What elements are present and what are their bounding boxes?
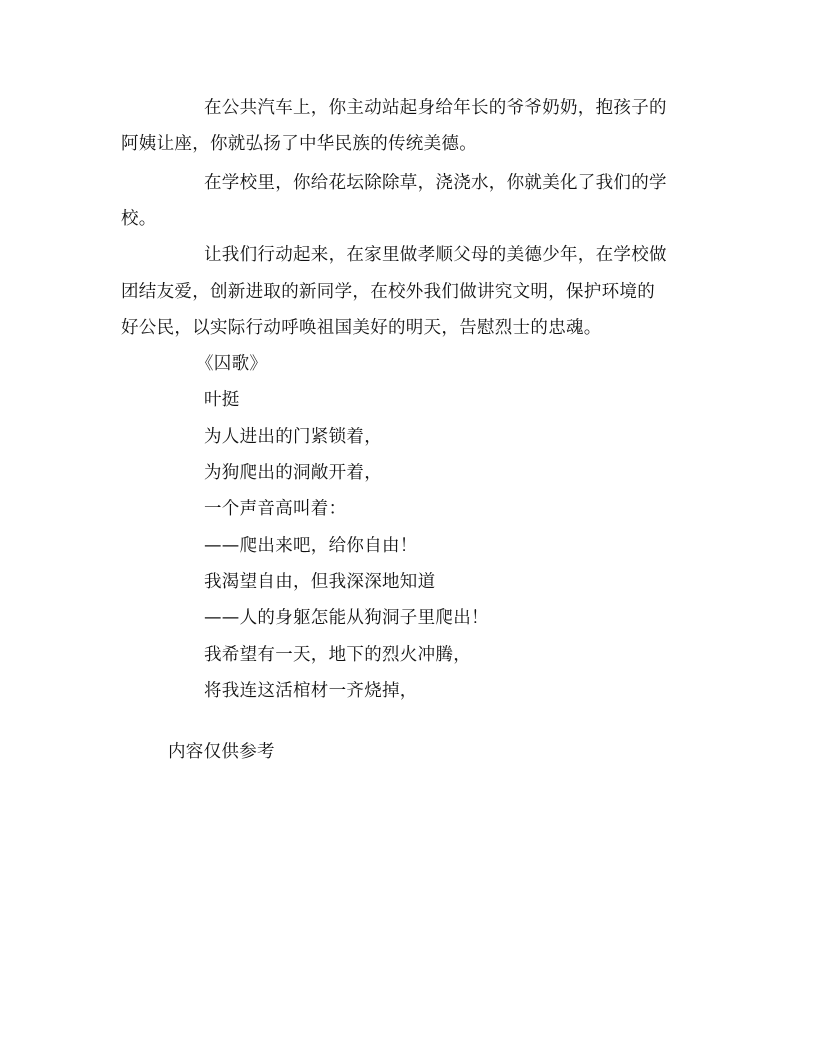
poem-line-2: 为狗爬出的洞敞开着， [204,463,382,483]
poem-line-6: ——人的身躯怎能从狗洞子里爬出！ [204,608,489,628]
poem-line-8: 将我连这活棺材一齐烧掉， [204,681,418,701]
paragraph-2-line-2: 校。 [121,209,157,229]
poem-line-5: 我渴望自由，但我深深地知道 [204,572,436,592]
paragraph-1-line-2: 阿姨让座，你就弘扬了中华民族的传统美德。 [121,134,477,154]
poem-line-4: ——爬出来吧，给你自由！ [204,536,418,556]
poem-line-7: 我希望有一天，地下的烈火冲腾， [204,645,471,665]
paragraph-2-line-1: 在学校里，你给花坛除除草，浇浇水，你就美化了我们的学 [204,173,667,193]
paragraph-1-line-1: 在公共汽车上，你主动站起身给年长的爷爷奶奶，抱孩子的 [204,98,667,118]
paragraph-3-line-2: 团结友爱，创新进取的新同学，在校外我们做讲究文明，保护环境的 [121,282,655,302]
poem-line-3: 一个声音高叫着： [204,499,347,519]
paragraph-3-line-3: 好公民，以实际行动呼唤祖国美好的明天，告慰烈士的忠魂。 [121,318,602,338]
footer-note: 内容仅供参考 [168,742,275,762]
poem-title: 《囚歌》 [196,354,268,374]
paragraph-3-line-1: 让我们行动起来，在家里做孝顺父母的美德少年，在学校做 [204,245,667,265]
poem-line-1: 为人进出的门紧锁着， [204,427,382,447]
poem-author: 叶挺 [204,390,240,410]
